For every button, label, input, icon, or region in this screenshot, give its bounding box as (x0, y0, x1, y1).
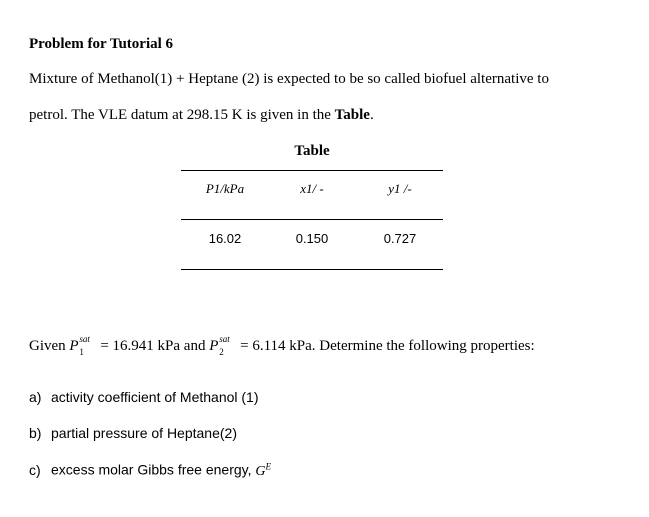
p2-sat-symbol (209, 334, 234, 357)
table-cell-y1: 0.727 (383, 231, 417, 246)
gibbs-symbol (255, 461, 272, 479)
table-cell-pressure: 16.02 (208, 231, 242, 246)
question-b-text: partial pressure of Heptane(2) (51, 425, 237, 441)
table-header-pressure: P1/kPa (205, 181, 245, 196)
table-bottom-rule (181, 269, 443, 270)
problem-title: Problem for Tutorial 6 (29, 36, 174, 52)
table-caption: Table (294, 143, 330, 159)
table-cell-x1: 0.150 (295, 231, 329, 246)
given-statement (29, 334, 535, 357)
table-top-rule (181, 170, 443, 171)
table-reference: Table (334, 107, 370, 123)
question-a-marker: a) (29, 389, 42, 405)
p1-sat-sup: sat (79, 334, 90, 344)
question-c-text: excess molar Gibbs free energy, (51, 461, 256, 478)
question-c (29, 461, 271, 480)
intro-line-1: Mixture of Methanol(1) + Heptane (2) is expected to be so called biofuel alternative to (29, 71, 549, 87)
table-header-rule (181, 219, 443, 220)
p1-letter: P (69, 338, 79, 354)
intro-line-2-end: . (369, 107, 374, 123)
question-b (29, 425, 237, 441)
gibbs-sup: E (265, 461, 272, 471)
question-a (29, 389, 259, 405)
gibbs-letter: G (255, 463, 266, 479)
p1-sub: 1 (79, 347, 84, 357)
p1-sat-symbol (69, 334, 94, 357)
given-eq2: = 6.114 kPa. Determine the following properties: (240, 338, 535, 354)
question-b-marker: b) (29, 425, 42, 441)
p2-letter: P (209, 338, 219, 354)
table-header-y1: y1 /- (388, 181, 412, 196)
given-prefix: Given (29, 338, 70, 354)
p2-sat-sup: sat (219, 334, 230, 344)
intro-line-2 (29, 107, 374, 124)
question-c-marker: c) (29, 461, 41, 478)
question-a-text: activity coefficient of Methanol (1) (51, 389, 259, 405)
given-eq1: = 16.941 kPa and (100, 338, 210, 354)
intro-line-2-text: petrol. The VLE datum at 298.15 K is given in the (29, 107, 335, 123)
p2-sub: 2 (219, 347, 224, 357)
table-header-x1: x1/ - (300, 181, 324, 196)
